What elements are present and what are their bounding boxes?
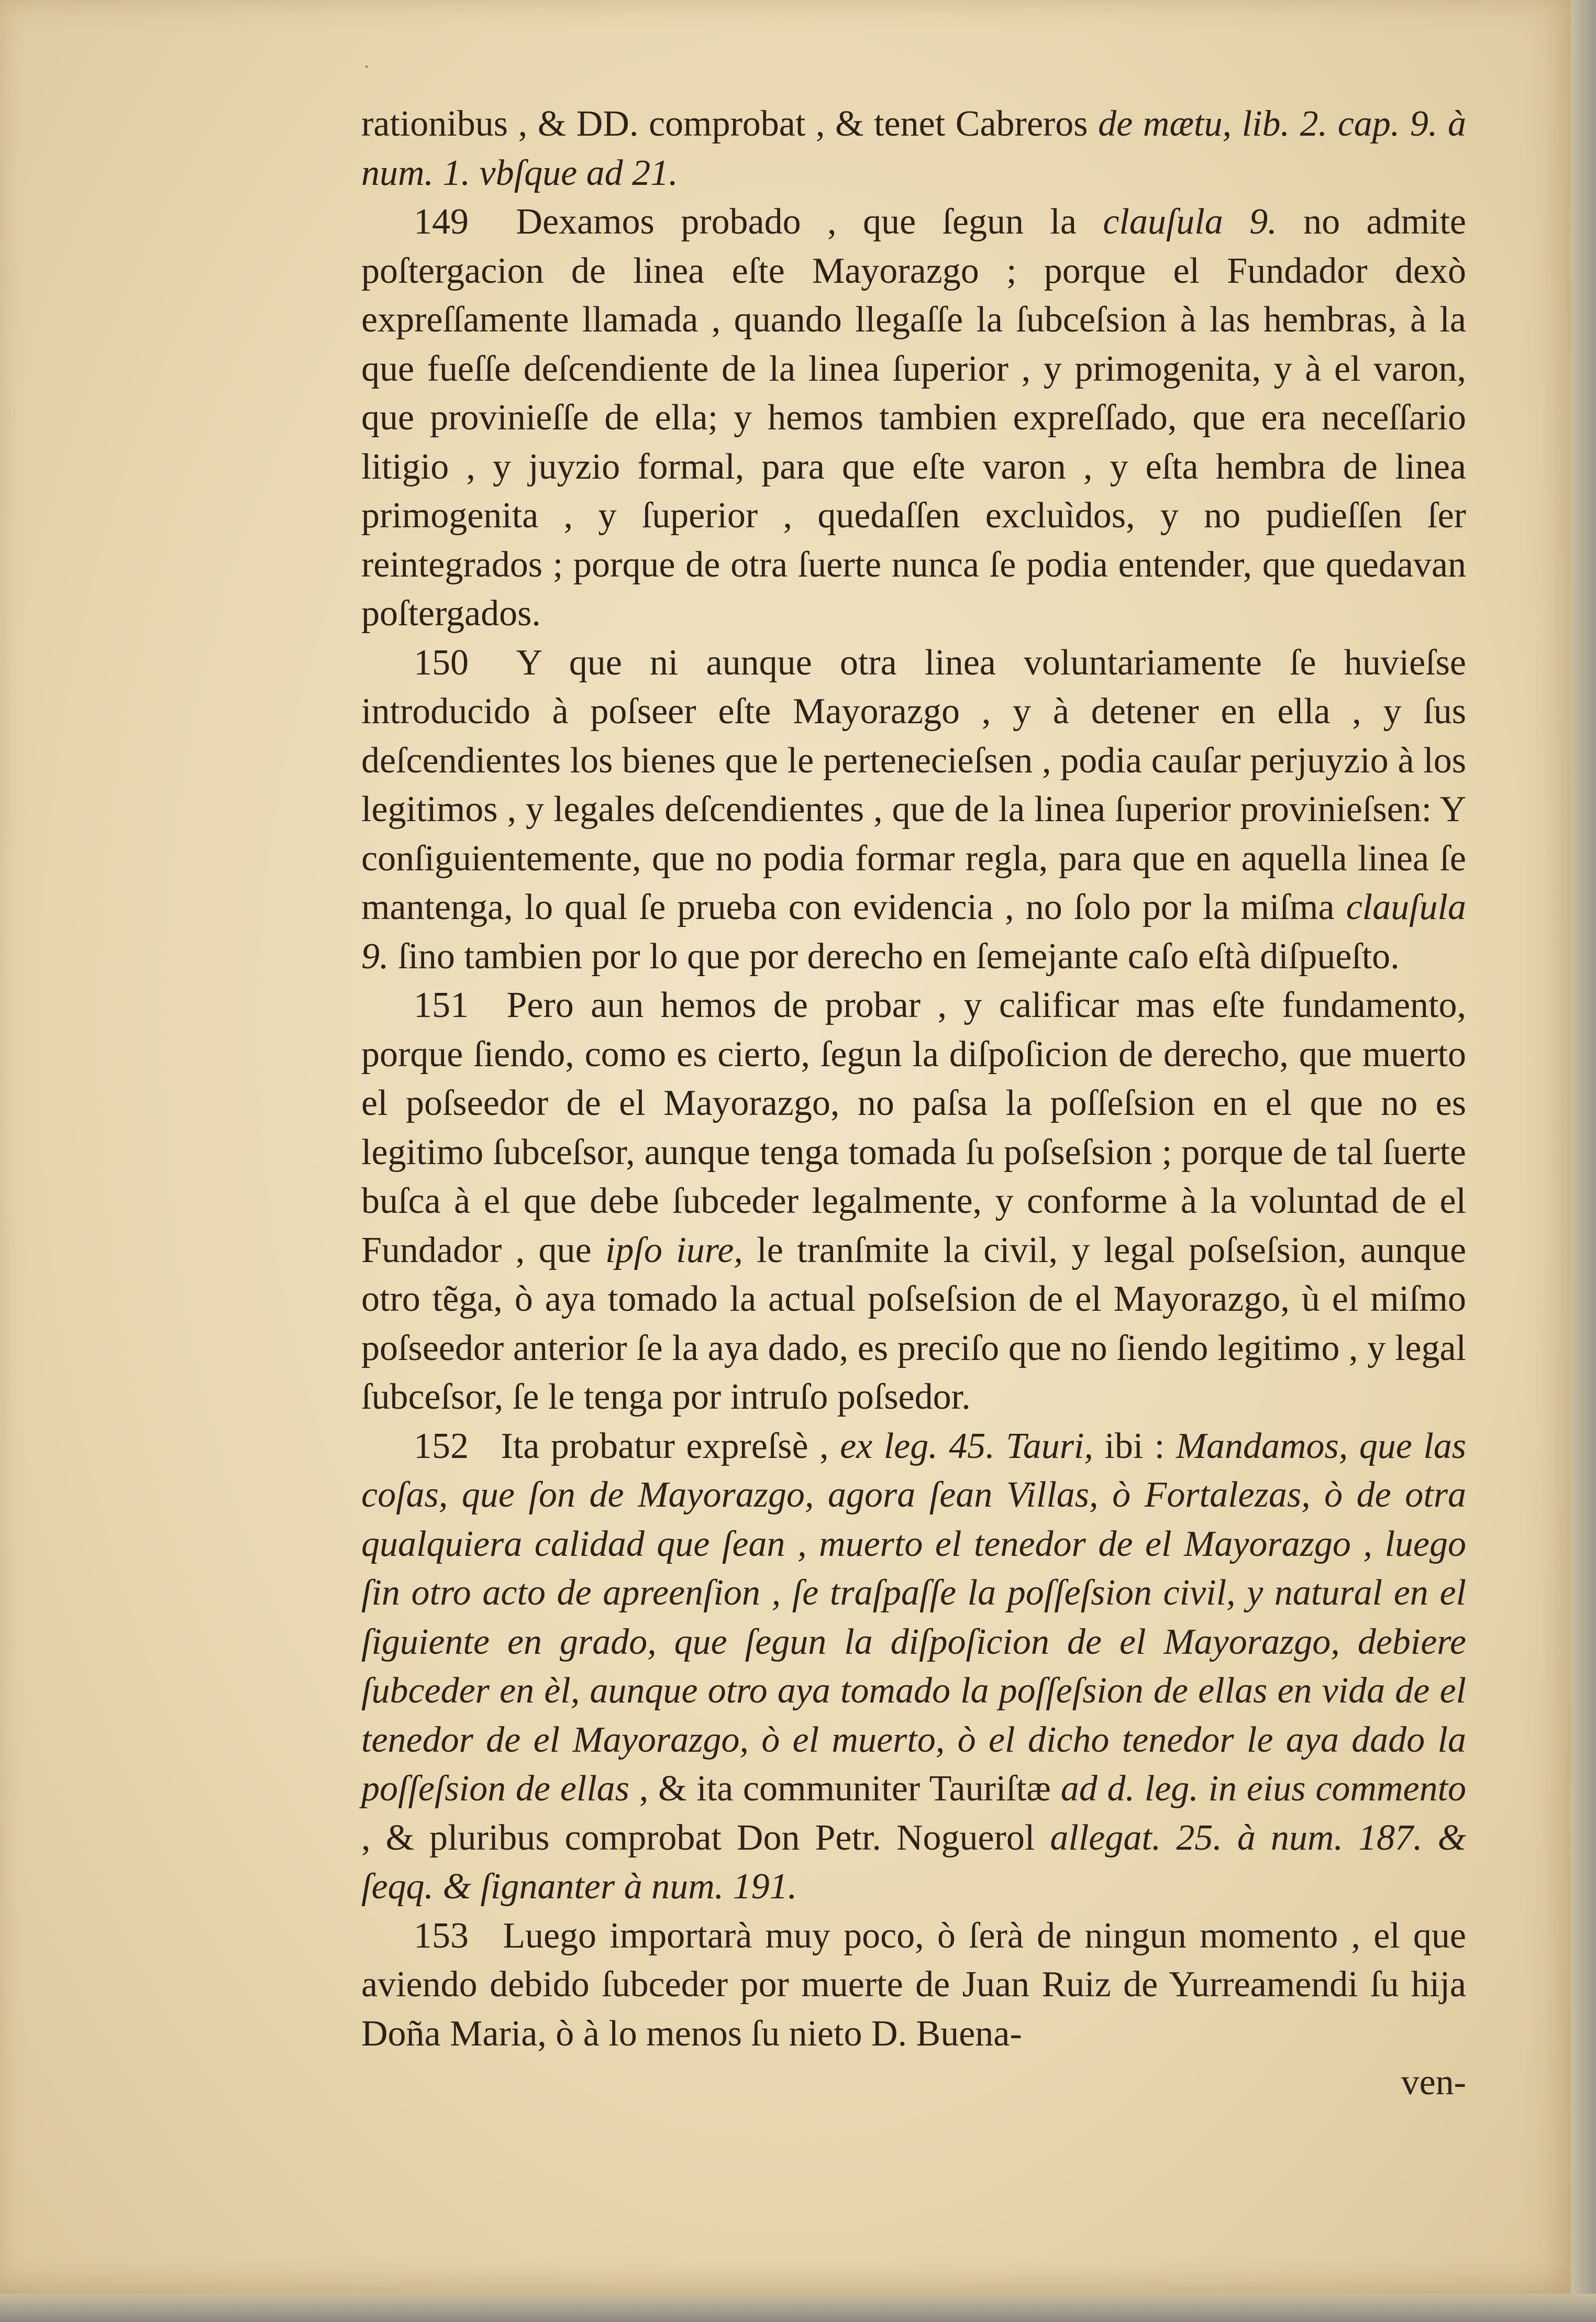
paragraph-number: 151 <box>414 985 469 1025</box>
text-run: rationibus , & DD. comprobat , & tenet Cabreros <box>361 104 1088 144</box>
citation-italic: ad d. leg. in eius commento <box>1060 1768 1467 1809</box>
citation-italic: cap. 9. à num. 1. vbſque ad 21. <box>361 104 1467 193</box>
opening-paragraph <box>361 99 1466 197</box>
text-run: le tranſmite la civil, y legal poſseſsion, aunque otro tẽga, ò aya tomado la actual poſseſsion de el Mayorazgo, ù el miſmo poſseedor anterior ſe la aya dado, es preciſo que no ſiendo legitimo , y legal ſubceſsor, ſe le tenga por intruſo poſsedor. <box>361 1230 1467 1417</box>
catchword: ven- <box>1401 2062 1466 2103</box>
page-edge-bottom <box>0 2294 1596 2322</box>
text-run: ſino tambien por lo que por derecho en ſemejante caſo eſtà diſpueſto. <box>398 936 1400 977</box>
paragraph-number: 149 <box>414 202 469 242</box>
citation-italic: de mætu, lib. 2. <box>1098 104 1328 144</box>
text-run: Luego importarà muy poco, ò ſerà de ningun momento , el que aviendo debido ſubceder por muerte de Juan Ruiz de Yurreamendi ſu hija Doña Maria, ò à lo menos ſu nieto D. Buena- <box>361 1915 1467 2054</box>
paragraph-152 <box>361 1422 1466 1911</box>
citation-italic: clauſula 9. <box>1103 202 1277 242</box>
page-edge-right <box>1571 0 1596 2322</box>
text-run: ibi : <box>1104 1425 1165 1466</box>
paragraph-151 <box>361 981 1466 1422</box>
paragraph-149 <box>361 197 1466 638</box>
paragraph-number: 152 <box>414 1425 469 1466</box>
paragraph-number: 153 <box>414 1915 469 1956</box>
text-run: Ita probatur expreſsè , <box>501 1425 829 1466</box>
text-run: Dexamos probado , que ſegun la <box>516 202 1077 242</box>
paragraph-153 <box>361 1911 1466 2059</box>
text-run: Y que ni aunque otra linea voluntariamente ſe huvieſse introducido à poſseer eſte Mayorazgo , y à detener en ella , y ſus deſcendientes los bienes que le pertenecieſsen , podia cauſar perjuyzio à los legitimos , y legales deſcendientes , que de la linea ſuperior provinieſsen: Y conſiguientemente, que no podia formar regla, para que en aquella linea ſe mantenga, lo qual ſe prueba con evidencia , no ſolo por la miſma <box>361 642 1466 927</box>
text-run: , & pluribus comprobat Don Petr. Noguerol <box>361 1817 1035 1858</box>
paragraph-150 <box>361 638 1466 981</box>
body-text <box>361 99 1466 2107</box>
citation-italic: ipſo iure, <box>605 1230 743 1270</box>
citation-italic: allegat. 25. à num. 187. & ſeqq. & ſignanter à num. 191. <box>361 1817 1466 1907</box>
text-run: , & ita communiter Tauriſtæ <box>639 1768 1051 1809</box>
text-run: no admite poſtergacion de linea eſte Mayorazgo ; porque el Fundador dexò expreſſamente llamada , quando llegaſſe la ſubceſsion à las hembras, à la que fueſſe deſcendiente de la linea ſuperior , y primogenita, y à el varon, que provinieſſe de ella; y hemos tambien expreſſado, que era neceſſario litigio , y juyzio formal, para que eſte varon , y eſta hembra de linea primogenita , y ſuperior , quedaſſen excluìdos, y no pudieſſen ſer reintegrados ; porque de otra ſuerte nunca ſe podia entender, que quedavan poſtergados. <box>361 202 1466 634</box>
page-mark: ˙ <box>361 63 372 87</box>
quoted-law-italic: Mandamos, que las coſas, que ſon de Mayorazgo, agora ſean Villas, ò Fortalezas, ò de otra qualquiera calidad que ſean , muerto el tenedor de el Mayorazgo , luego ſin otro acto de apreenſion , ſe traſpaſſe la poſſeſsion civil, y natural en el ſiguiente en grado, que ſegun la diſpoſicion de el Mayorazgo, debiere ſubceder en èl, aunque otro aya tomado la poſſeſsion de ellas en vida de el tenedor de el Mayorazgo, ò el muerto, ò el dicho tenedor le aya dado la poſſeſsion de ellas <box>361 1425 1467 1809</box>
paragraph-number: 150 <box>414 642 469 683</box>
text-run: Pero aun hemos de probar , y calificar mas eſte fundamento, porque ſiendo, como es cierto, ſegun la diſpoſicion de derecho, que muerto el poſseedor de el Mayorazgo, no paſsa la poſſeſsion en el que no es legitimo ſubceſsor, aunque tenga tomada ſu poſseſsion ; porque de tal ſuerte buſca à el que debe ſubceder legalmente, y conforme à la voluntad de el Fundador , que <box>361 985 1467 1270</box>
citation-italic: ex leg. 45. Tauri, <box>840 1425 1093 1466</box>
citation-italic: clauſula 9. <box>361 887 1467 977</box>
